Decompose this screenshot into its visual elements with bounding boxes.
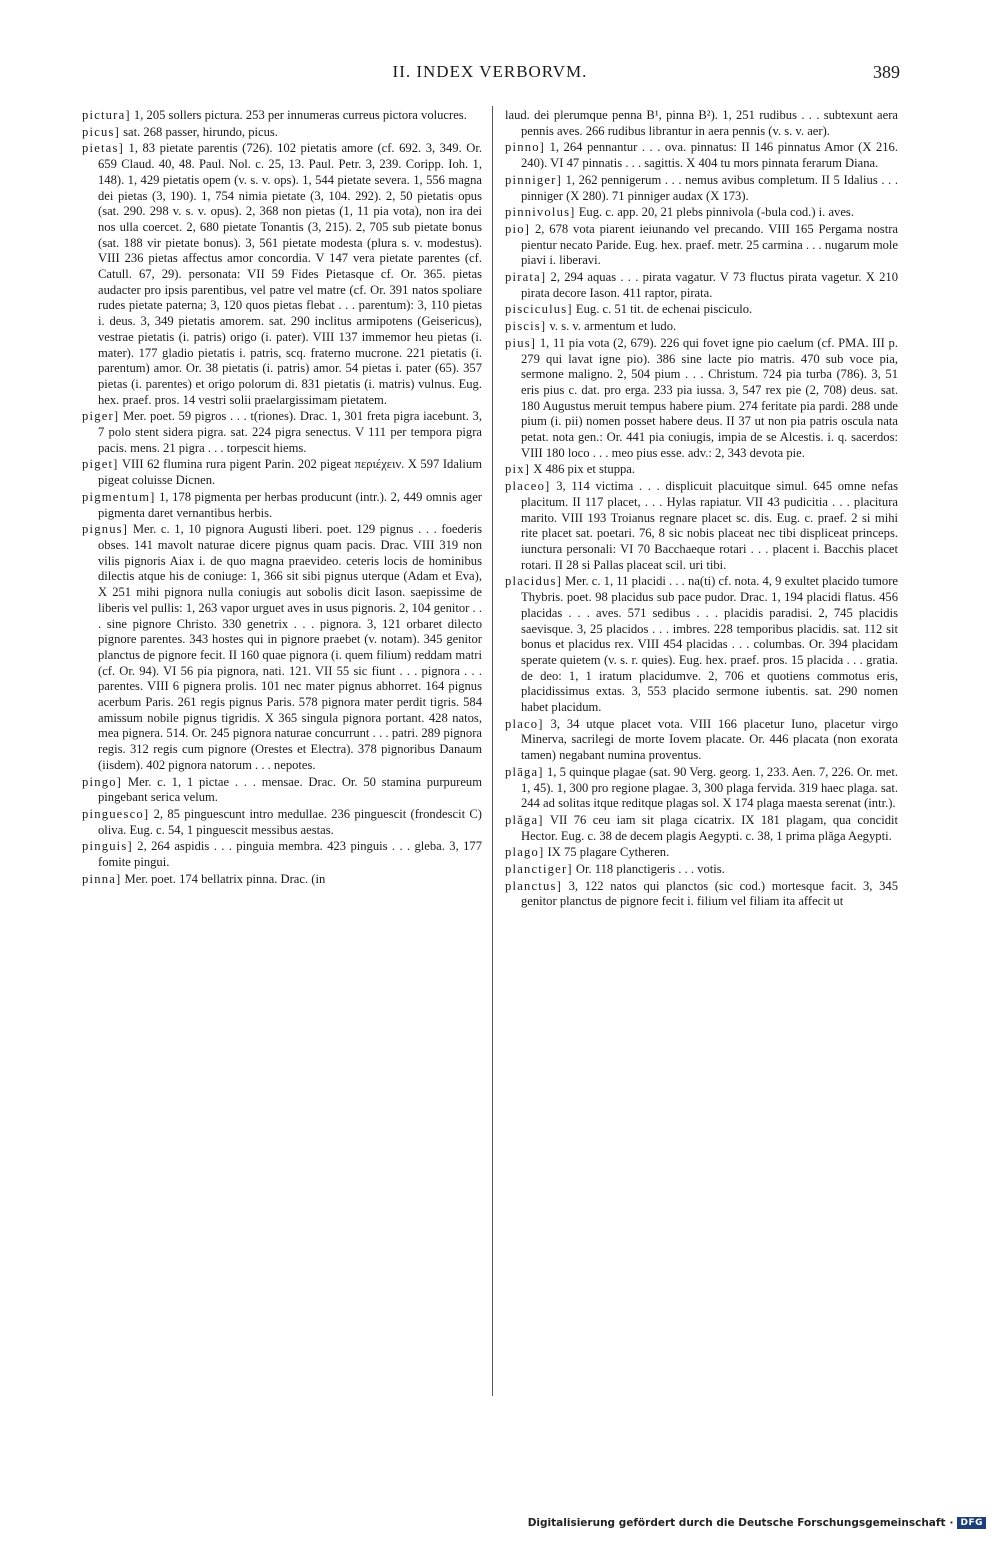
entry-text: laud. dei plerumque penna B¹, pinna B²). 1, 251 rudibus . . . subtexunt aera pennis aves. 266 rudibus librantur in aera pennis (v. s. v. aer). [505,108,898,138]
index-entry [505,270,898,301]
entry-headword: pingo] [82,774,123,789]
entry-text: IX 75 plagare Cytheren. [547,845,670,860]
entry-headword: piger] [82,409,120,424]
entry-text: 1, 264 pennantur . . . ova. pinnatus: II 146 pinnatus Amor (X 216. 240). VI 47 pinnatis . . . sagittis. X 404 tu mors pinnata ferarum Diana. [521,140,898,171]
index-entry [82,839,482,870]
index-entry [505,140,898,171]
entry-headword: pinna] [82,871,122,886]
entry-text: v. s. v. armentum et ludo. [549,319,677,334]
index-entry [82,457,482,488]
entry-headword: pirata] [505,270,547,285]
index-entry [82,522,482,773]
entry-headword: pio] [505,221,531,236]
entry-headword: plăga] [505,812,544,827]
entry-text: 1, 83 pietate parentis (726). 102 pietatis amore (cf. 692. 3, 349. Or. 659 Claud. 40, 48. Paul. Nol. c. 25, 13. Paul. Petr. 3, 239. Coripp. Ioh. 1, 148). 1, 429 pietatis opem (v. s. v. ops). 1, 544 pietate severa. 1, 556 magna dei pietas (3, 190). 1, 754 nimia pietate (3, 104. 292). 2, 50 pietatis opus (sat. 290. 298 v. s. v. opus). 2, 368 non pietas (1, 11 pia vota), non ira dei nos ulla coercet. 2, 680 pietate Tonantis (3, 215). 2, 705 sub pietate bonus (sat. 188 vir pietate bonus). 3, 561 pietate modesta (plura s. v. modestus). VIII 236 pietas affectus amor concordia. V 147 vera pietate parentes (cf. Catull. 67, 29). personata: VII 59 Fides Pietasque cf. Or. 365. pietas audacter pro ipsis parentibus, vel patre vel matre (cf. Or. 391 natos spoliare rudes pietate paterna; 3, 120 quos pietas flebat . . . parentum): 3, 110 pietas i. deus. 3, 349 pietatis amorem. sat. 290 inclitus armipotens (Geisericus), vestrae pietatis (i. patris) origo (i. pater). VIII 137 immemor heu pietas (i. mater). 177 gladio pietatis i. patris, scq. fraterno mucrone. 221 pietatis (i. parentum) amor. Or. 38 pietatis (i. patris) amor. 54 pietas i. pater (65). 357 pietas (i. parentes) et origo polorum di. 831 pietatis (i. matris) vulnus. Eug. hex. praef. pros. 14 vestri solii praelargissimam pietatem. [98,141,483,407]
index-entry [82,872,482,888]
entry-text: Mer. c. 1, 1 pictae . . . mensae. Drac. Or. 50 stamina purpureum pingebant serica velum. [98,774,482,805]
entry-headword: pictura] [82,108,131,122]
column-divider [492,106,493,1396]
entry-text: Eug. c. app. 20, 21 plebs pinnivola (-bula cod.) i. aves. [578,205,854,220]
entry-text: VIII 62 flumina rura pigent Parin. 202 pigeat περιέχειν. X 597 Idalium pigeat coluisse Dicnen. [98,457,483,488]
entry-text: 3, 34 utque placet vota. VIII 166 placetur Iuno, placetur virgo Minerva, sacrilegi de morte Iovem placate. Or. 446 placata (non exorata tamen) negabant numina proventus. [521,716,898,763]
entry-headword: pix] [505,462,531,477]
right-column [505,108,898,911]
entry-text: Mer. c. 1, 11 placidi . . . na(ti) cf. nota. 4, 9 exultet placido tumore Thybris. poet. 98 placidus sub pace pudor. Drac. 1, 194 placidi flatus. 456 placidas . . . aves. 571 sedibus . . . placidis paradisi. 2, 745 placidis saevisque. 3, 25 placidos . . . imbres. 228 temporibus placidis. sat. 112 sit bonus et placidus rex. VIII 454 placidas . . . columbas. Or. 394 placidam sperate quietem (v. s. r. quies). Eug. hex. praef. pros. 15 placida . . . gratia. de deo: 1, 1 iratum placidumve. 2, 706 et quotiens commotus eris, placidissimus extas. 3, 553 placido sermone iubentis. sat. 290 nomen habet placidum. [521,574,898,715]
page-header [80,62,900,92]
index-entry [505,302,898,318]
index-entry [505,574,898,715]
dfg-logo-icon: DFG [957,1517,986,1529]
entry-headword: picus] [82,124,120,139]
index-entry [505,336,898,462]
index-entry [82,490,482,521]
index-entry [505,479,898,573]
entry-text: 1, 262 pennigerum . . . nemus avibus completum. II 5 Idalius . . . pinniger (X 280). 71 pinniger audax (X 173). [521,172,898,203]
index-entry [505,222,898,269]
entry-text: 1, 5 quinque plagae (sat. 90 Verg. georg. 1, 233. Aen. 7, 226. Or. met. 1, 45). 1, 300 pro regione plagae. 3, 300 plaga fervida. 319 haec plaga. sat. 244 ad solitas itque reditque plagas sol. X 174 plaga maesta serenat (intr.). [521,764,898,811]
entry-headword: plāga] [505,764,544,779]
index-entry [82,125,482,141]
index-entry [505,173,898,204]
entry-text: Mer. poet. 59 pigros . . . t(riones). Drac. 1, 301 freta pigra iacebunt. 3, 7 polo stent sidera pigra. sat. 224 pigra senectus. V 111 per tempora pigra pacis. mens. 21 pigra . . . torpescit hiems. [98,409,482,455]
footer-credit: Digitalisierung gefördert durch die Deutsche Forschungsgemeinschaft [527,1517,946,1529]
entry-headword: pinno] [505,140,546,155]
entry-text: Or. 118 planctigeris . . . votis. [575,862,725,877]
index-entry [82,141,482,408]
entry-text: Eug. c. 51 tit. de echenai pisciculo. [575,302,753,317]
page-number: 389 [873,62,900,82]
entry-headword: pinnivolus] [505,205,576,220]
index-entry [505,462,898,478]
index-entry [82,775,482,806]
index-entry [505,765,898,812]
index-entry [505,108,898,139]
page-footer [528,1517,986,1529]
entry-headword: plago] [505,845,545,860]
entry-text: sat. 268 passer, hirundo, picus. [123,124,278,139]
entry-headword: pisciculus] [505,302,573,317]
index-entry [505,862,898,878]
footer-separator: · [949,1517,954,1529]
entry-text: 1, 178 pigmenta per herbas producunt (intr.). 2, 449 omnis ager pigmenta daret vernantibus herbis. [98,489,482,520]
entry-headword: piget] [82,457,119,472]
entry-text: 2, 264 aspidis . . . pinguia membra. 423 pinguis . . . gleba. 3, 177 fomite pingui. [98,839,482,870]
entry-headword: piscis] [505,319,547,334]
entry-headword: pius] [505,335,537,350]
index-entry [505,879,898,910]
entry-headword: planctiger] [505,862,573,877]
entry-text: VII 76 ceu iam sit plaga cicatrix. IX 181 plagam, qua concidit Hector. Eug. c. 38 de decem plagis Aegypti. c. 38, 1 prima plăga Aegypti. [521,812,899,843]
entry-text: X 486 pix et stuppa. [533,462,636,477]
entry-headword: pietas] [82,141,124,156]
index-entry [82,409,482,456]
index-entry [505,319,898,335]
entry-text: 2, 678 vota piarent ieiunando vel precando. VIII 165 Pergama nostra pientur necato Paride. Eug. hex. praef. metr. 25 carmina . . . nugarum mole piavi i. liberavi. [521,221,898,268]
entry-text: Mer. c. 1, 10 pignora Augusti liberi. poet. 129 pignus . . . foederis obses. 141 mavolt naturae dicere pignus quam pacis. Drac. VIII 319 non vilis pignoris Aiax i. de quo magna praevideo. ceteris locis de hominibus dilectis atque his de coniuge: 1, 366 sit sibi pignus uterque (Adam et Eva), X 251 mihi pignora nulla coniugis aut sobolis dicit Iason. saepissime de liberis vel pullis: 1, 263 vapor urguet aves in usus pignoris. 2, 104 genitor . . . sine pignore Christo. 330 genetrix . . . pignora. 3, 121 orbaret dilecto pignore parentes. 343 hostes qui in pignore praebet (v. notam). 345 genitor planctus de pignore fecit. II 160 quae pignora (i. quem filium) reddam matri (cf. Or. 94). VI 56 pia pignora, nati. 121. VII 55 sic fiunt . . . pignora . . . parentes. VIII 6 pignera prolis. 101 nec mater pignus abhorret. 164 pignus acerbum Paris. 261 regis pignus Paris. 578 pignora mater perdit tigris. 584 amissum nobile pignus tigridis. X 365 singula pignora portant. 428 natos, mea pignera. 514. Or. 245 pignora naturae concurrunt . . . patri. 289 pignora regis. 312 regis cum pignore (Orestes et Electra). 378 pignoribus Danaum (iisdem). 402 pignora natorum . . . nepotes. [98,522,482,772]
index-entry [82,108,482,124]
index-entry [82,807,482,838]
index-entry [505,845,898,861]
entry-headword: pinniger] [505,172,562,187]
entry-text: 1, 11 pia vota (2, 679). 226 qui fovet igne pio caelum (cf. PMA. III p. 279 qui lavat igne pio). 386 sine lacte pio matris. 470 sub voce pia, sermone maligno. 2, 504 pium . . . Christum. 724 pia turba (786). 3, 51 eris pius c. dat. pro erga. 233 pia iussa. 3, 547 rex pie (2, 708) deus. sat. 180 Augustus meruit tempus habere pium. 274 feritate pia pardi. 288 unde pium (i. pii) nomen posset habere deus. II 37 ut non pia patris oscula nata petat. nota gen.: Or. 441 pia coniugis, impia de se Alcestis. i. q. sacerdos: VIII 180 loco . . . meo pius esse. adv.: 2, 343 devota pie. [521,335,898,460]
entry-text: 2, 294 aquas . . . pirata vagatur. V 73 fluctus pirata vagetur. X 210 pirata decore Iason. 411 raptor, pirata. [521,270,899,300]
running-title: II. INDEX VERBORVM. [392,62,588,81]
entry-text: 3, 114 victima . . . displicuit placuitque simul. 645 omne nefas placitum. II 117 placet, . . . Hylas rapiatur. VII 43 pudicitia . . . placitura marito. VIII 193 Troianus regnare placet sc. dis. Eug. c. praef. 2 si mihi rite placet sat. poetari. 76, 8 sic nobis placeat nec tibi displiceat princeps. iunctura personali: VI 70 Bacchaeque rotari . . . placent i. Bacchis placet rotari. II 28 si Pallas placeat scil. uri tibi. [521,479,898,572]
entry-headword: placeo] [505,479,551,494]
index-entry [505,813,898,844]
entry-headword: pinguesco] [82,806,150,821]
entry-text: 3, 122 natos qui planctos (sic cod.) mortesque facit. 3, 345 genitor planctus de pignore fecit i. filium vel filiam ita affecit ut [521,878,898,909]
entry-headword: planctus] [505,878,562,893]
entry-headword: placo] [505,716,544,731]
entry-headword: pignus] [82,522,129,537]
index-entry [505,717,898,764]
entry-text: 1, 205 sollers pictura. 253 per innumeras curreus pictora volucres. [133,108,467,122]
entry-text: Mer. poet. 174 bellatrix pinna. Drac. (in [124,871,326,886]
entry-headword: placidus] [505,574,562,589]
entry-text: 2, 85 pinguescunt intro medullae. 236 pinguescit (frondescit C) oliva. Eug. c. 54, 1 pinguescit messibus aestas. [98,806,482,837]
entry-headword: pigmentum] [82,489,156,504]
index-entry [505,205,898,221]
entry-headword: pinguis] [82,839,133,854]
left-column [82,108,482,888]
